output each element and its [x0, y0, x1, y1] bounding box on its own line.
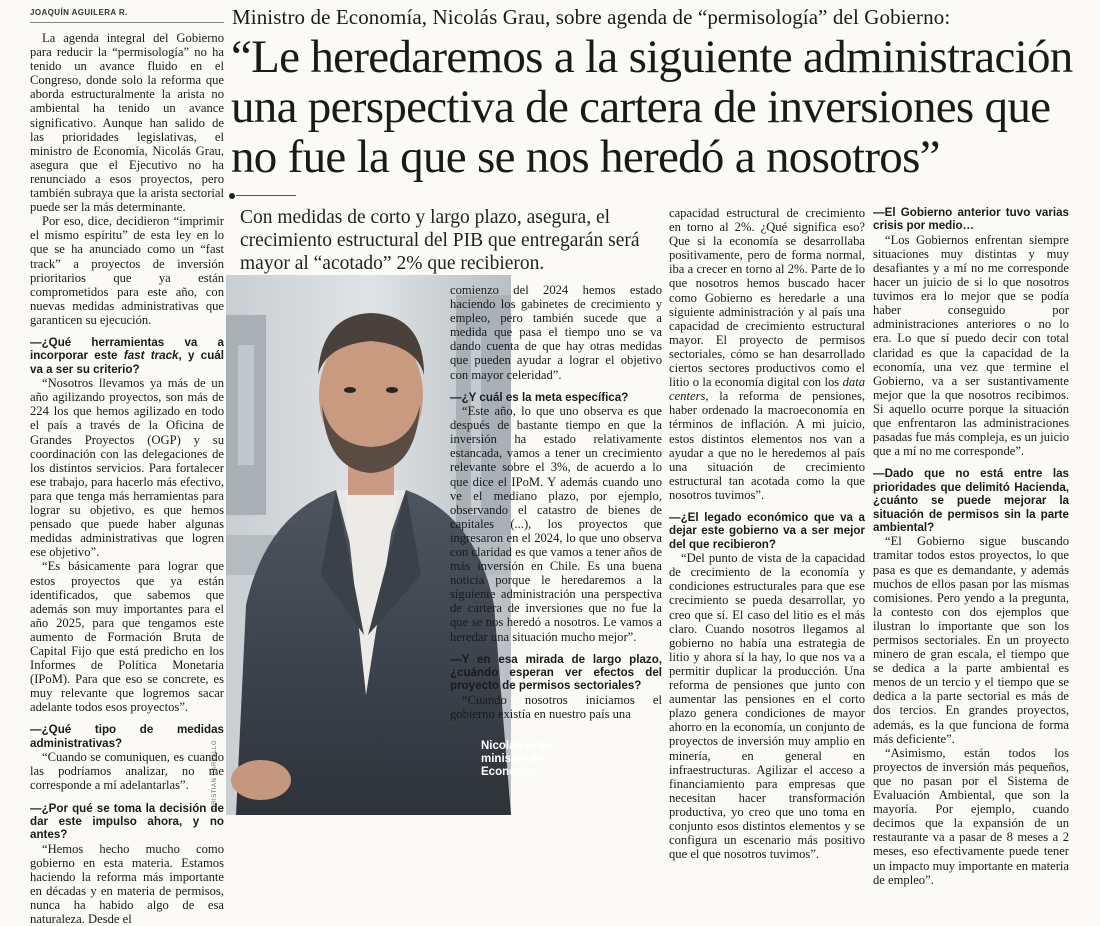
- deck: Con medidas de corto y largo plazo, asegura, el crecimiento estructural del PIB que entregarán será mayor al “acotado” 2% que recibieron.: [240, 207, 640, 274]
- headline-line-3: no fue la que se nos heredó a nosotros”: [231, 131, 940, 183]
- paragraph: “Nosotros llevamos ya más de un año agilizando proyectos, son más de 224 los que hemos agilizado en todo el país a través de la Oficina de Grandes Proyectos (OGP) y su coordinación con las delegaciones de los distintos servicios. Para fortalecer ese trabajo, para hacerlo más efectivo, para que tenga más herramientas para lograr su objetivo, es que hemos pensado que puede haber algunas medidas administrativas que logren ese objetivo”.: [30, 376, 224, 560]
- photo-caption-role-1: ministro de: [481, 753, 543, 765]
- paragraph: comienzo del 2024 hemos estado haciendo los gabinetes de crecimiento y empleo, pero también sucede que a medida que pasa el tiempo uno se va dando cuenta de que hay otras medidas que pueden ayudar a lograr el objetivo con mayor celeridad”.: [450, 283, 662, 382]
- interview-question: —Y en esa mirada de largo plazo, ¿cuándo esperan ver efectos del proyecto de permisos sectoriales?: [450, 652, 662, 693]
- paragraph: Por eso, dice, decidieron “imprimir el mismo espíritu” de esta ley en lo que se ha anunciado como un “fast track” a proyectos de inversión prioritarios que ya están comprometidos para este año, con nuevas medidas administrativas que garanticen su ejecución.: [30, 214, 224, 327]
- column-2: [450, 283, 662, 721]
- kicker: Ministro de Economía, Nicolás Grau, sobre agenda de “permisología” del Gobierno:: [232, 5, 951, 29]
- photo-caption-role-2: Economía.: [481, 766, 540, 778]
- headline: [231, 32, 1091, 182]
- headline-line-1: “Le heredaremos a la siguiente administración: [231, 31, 1073, 83]
- interview-question: —¿Por qué se toma la decisión de dar este impulso ahora, y no antes?: [30, 801, 224, 842]
- interview-question: —¿Y cuál es la meta específica?: [450, 390, 629, 404]
- deck-rule: [236, 195, 296, 196]
- paragraph: “Es básicamente para lograr que estos proyectos que ya están identificados, que sabemos que además son muy importantes para el año 2025, para que tengamos este aumento de Formación Bruta de Capital Fijo que está predicho en los Informes de Política Monetaria (IPoM). Para que eso se concrete, es muy relevante que logremos sacar adelante todos esos proyectos”.: [30, 559, 224, 715]
- photo-credit: CRISTIÁN CARVALLO: [212, 740, 218, 810]
- paragraph: “Hemos hecho mucho como gobierno en esta materia. Estamos haciendo la reforma más importante en décadas y en materia de permisos, nunca ha habido algo de esa naturaleza. Desde el: [30, 841, 224, 926]
- byline: JOAQUÍN AGUILERA R.: [30, 8, 128, 17]
- column-4: [873, 206, 1069, 887]
- photo-caption-name: Nicolás Grau,: [481, 740, 556, 752]
- paragraph: “El Gobierno sigue buscando tramitar todos estos proyectos, lo que pasa es que es demandante, y además muchos de ellos pasan por las mismas comisiones. Pero yendo a la pregunta, la contesto con dos ejemplos que ilustran lo importante que son los permisos sectoriales. En un proyecto minero de gran escala, el tiempo que se dedica a la parte ambiental es menos de un tercio y el tiempo que se dedica a la parte sectorial es más de dos tercios. En grandes proyectos, además, es la que funciona de forma más deficiente”.: [873, 534, 1069, 746]
- interview-question: —¿Qué herramientas va a incorporar este fast track, y cuál va a ser su criterio?: [30, 335, 224, 376]
- bullet-dot: [229, 193, 235, 199]
- interview-question: —¿Qué tipo de medidas administrativas?: [30, 723, 224, 750]
- paragraph: “Cuando se comuniquen, es cuando las podríamos analizar, no me corresponde a mí adelantarlas”.: [30, 750, 224, 793]
- interview-question: —¿El legado económico que va a dejar este gobierno va a ser mejor del que recibieron?: [669, 510, 865, 551]
- photo-caption: [481, 740, 555, 779]
- column-3: [669, 206, 865, 861]
- paragraph: capacidad estructural de crecimiento en torno al 2%. ¿Qué significa eso? Que si la economía se desarrollaba positivamente, pero de forma normal, iba a crecer en torno al 2%. Parte de lo que nosotros hemos buscado hacer como Gobierno es heredarle a una siguiente administración y al país una capacidad de crecimiento estructural mayor. El proyecto de permisos sectoriales, cómo se han desarrollado ciertos sectores productivos como el litio o la economía digital con los data centers, la reforma de pensiones, haber ordenado la macroeconomía en términos de inflación. A mi juicio, estos distintos elementos nos van a ayudar a que no le heredemos al país una situación de crecimiento estructural tan acotada como la que nosotros tuvimos”.: [669, 206, 865, 502]
- headline-line-2: una perspectiva de cartera de inversiones que: [231, 81, 1051, 133]
- paragraph: “Este año, lo que uno observa es que después de bastante tiempo en que la inversión ha estado relativamente estancada, vamos a tener un crecimiento relevante sobre el 3%, de acuerdo a lo que dice el IPoM. Y además cuando uno ve el mediano plazo, por ejemplo, observando el catastro de bienes de capitales (...), los proyectos que ingresaron en el 2024, lo que uno observa con claridad es que vamos a tener años de más inversión en Chile. Es una buena noticia porque le heredaremos a la siguiente administración una perspectiva de cartera de inversiones que no fue la que se nos heredó a nosotros. Le vamos a heredar una situación mucho mejor”.: [450, 404, 662, 644]
- paragraph: “Del punto de vista de la capacidad de crecimiento de la economía y condiciones estructurales para que ese crecimiento se pueda desarrollar, yo creo que sí. El caso del litio es el más claro. Cuando nosotros llegamos al gobierno no había una estrategia de litio y ahora sí la hay, lo que nos va a permitir duplicar la producción. Una reforma de pensiones que junto con aumentar las pensiones en el corto plazo genera condiciones de mayor ahorro en la economía, un conjunto de proyectos de inversión muy amplio en minería, en general en infraestructuras. Agilizar el acceso a financiamiento para empresas que necesitan hacer transformación productiva, yo creo que uno toma en conjunto esos distintos elementos y se configura un escenario más positivo que el que nosotros tuvimos”.: [669, 551, 865, 862]
- paragraph: La agenda integral del Gobierno para reducir la “permisología” no ha tenido un avance fluido en el Congreso, donde solo la reforma que aborda estructuralmente la arista no ambiental ha tenido un avance significativo. Aunque han salido de las prioridades legislativas, el ministro de Economía, Nicolás Grau, asegura que el Ejecutivo no ha renunciado a esos proyectos, pero también subraya que la arista sectorial puede ser la más determinante.: [30, 31, 224, 215]
- paragraph: “Asimismo, están todos los proyectos de inversión más pequeños, que no pasan por el Sistema de Evaluación Ambiental, que son la mayoría. Por ejemplo, cuando decimos que la expansión de un restaurante va a pasar de 8 meses a 2 meses, eso efectivamente puede tener un impacto muy importante en materia de empleo”.: [873, 745, 1069, 887]
- paragraph: “Los Gobiernos enfrentan siempre situaciones muy distintas y muy desafiantes y a mí no me corresponde hacer un juicio de si lo que nosotros tuvimos era lo mejor que se podía haber conseguido por administraciones anteriores o no lo era. Lo que sí puedo decir con total claridad es que la capacidad de la economía, una vez que termine el Gobierno, va a ser sustantivamente mejor que la que nosotros recibimos. Si aquello ocurre porque la situación que enfrentaron las administraciones pasadas fue más compleja, es un juicio que a mí no me corresponde”.: [873, 232, 1069, 459]
- column-1: [30, 31, 224, 926]
- byline-rule: [30, 22, 224, 23]
- interview-question: —Dado que no está entre las prioridades que delimitó Hacienda, ¿cuánto se puede mejorar la situación de permisos sin la parte ambiental?: [873, 467, 1069, 534]
- paragraph: “Cuando nosotros iniciamos el gobierno existía en nuestro país una: [450, 692, 662, 721]
- interview-question: —El Gobierno anterior tuvo varias crisis por medio…: [873, 206, 1069, 233]
